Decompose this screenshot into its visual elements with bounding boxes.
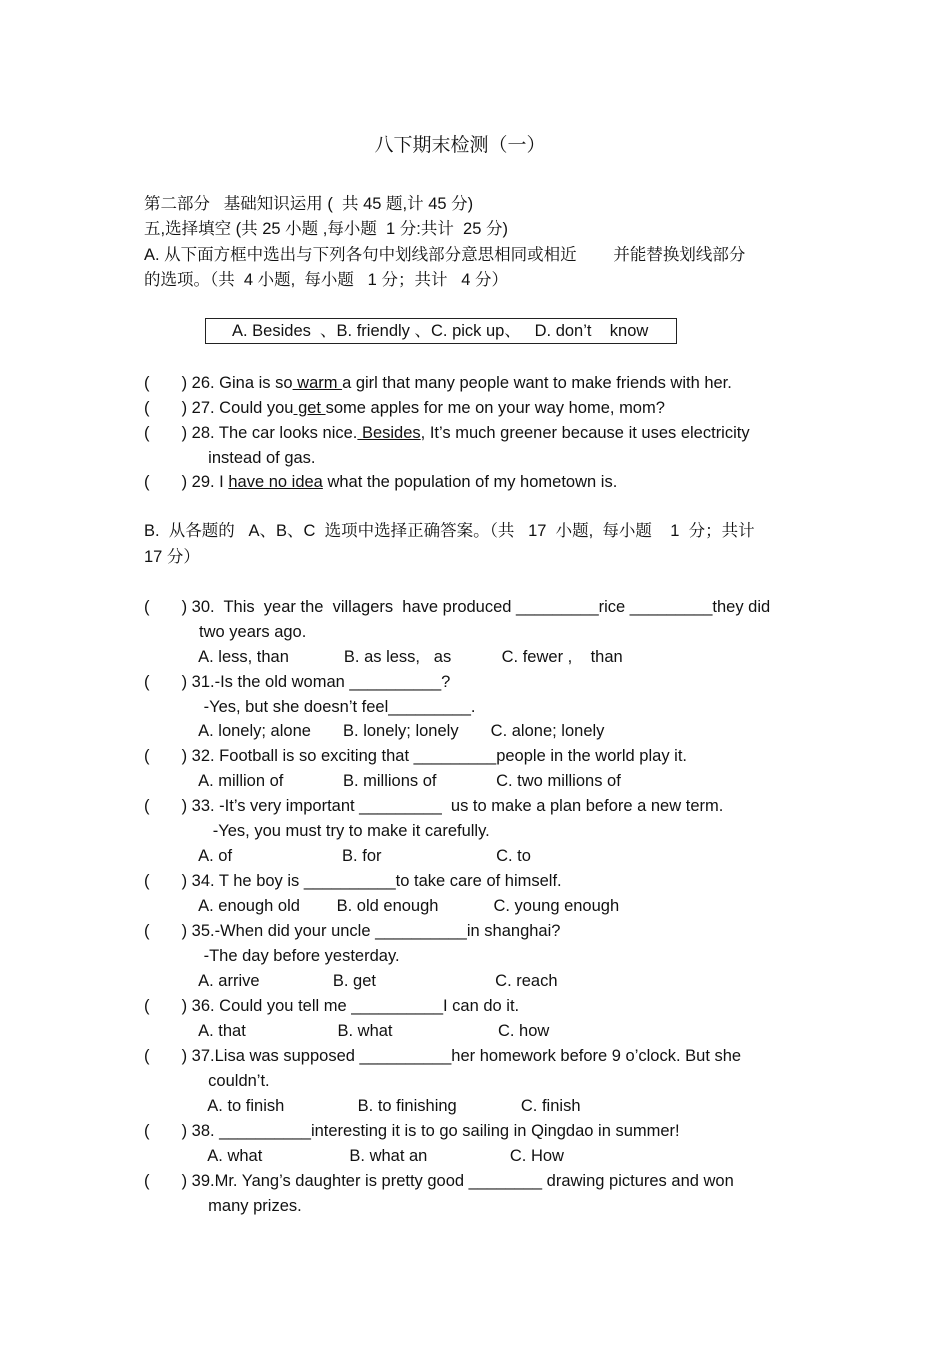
page-title: 八下期末检测（一） xyxy=(374,135,546,156)
options-text: A. Besides 、B. friendly 、C. pick up、 D. don’t know xyxy=(232,322,649,340)
question-line: A. what B. what an C. How xyxy=(144,1147,564,1165)
question-line xyxy=(144,472,617,492)
question-text: ( ) 29. I xyxy=(144,473,229,491)
question-line: A. lonely; alone B. lonely; lonely C. alone; lonely xyxy=(144,722,605,740)
part-heading: 第二部分 基础知识运用 ( 共 45 题,计 45 分) xyxy=(144,195,474,213)
question-line: many prizes. xyxy=(144,1197,302,1215)
instruction-b-line2: 17 分） xyxy=(144,548,200,566)
question-line: -The day before yesterday. xyxy=(144,947,400,965)
question-line: A. arrive B. get C. reach xyxy=(144,972,558,990)
question-line: ( ) 38. __________interesting it is to go sailing in Qingdao in summer! xyxy=(144,1122,680,1140)
question-line: -Yes, you must try to make it carefully. xyxy=(144,822,490,840)
question-line: ( ) 35.-When did your uncle __________in shanghai? xyxy=(144,922,561,940)
question-text: instead of gas. xyxy=(144,449,316,467)
section-heading: 五,选择填空 (共 25 小题 ,每小题 1 分:共计 25 分) xyxy=(144,220,508,238)
question-line xyxy=(144,373,732,393)
question-text: ( ) 28. The car looks nice. xyxy=(144,424,358,442)
instruction-a-line2: 的选项。（共 4 小题, 每小题 1 分；共计 4 分） xyxy=(144,271,508,289)
question-line xyxy=(144,448,316,468)
question-line: A. million of B. millions of C. two millions of xyxy=(144,772,621,790)
question-line xyxy=(144,398,665,418)
question-text: ( ) 27. Could you xyxy=(144,399,294,417)
underlined-phrase: have no idea xyxy=(228,473,323,491)
question-text: ( ) 26. Gina is so xyxy=(144,374,293,392)
question-line: A. that B. what C. how xyxy=(144,1022,550,1040)
options-box xyxy=(205,318,677,344)
question-line: ( ) 39.Mr. Yang’s daughter is pretty good ________ drawing pictures and won xyxy=(144,1172,734,1190)
question-line: A. to finish B. to finishing C. finish xyxy=(144,1097,581,1115)
question-line: ( ) 34. T he boy is __________to take care of himself. xyxy=(144,872,562,890)
question-line: A. less, than B. as less, as C. fewer , than xyxy=(144,648,623,666)
question-text: , It’s much greener because it uses electricity xyxy=(420,424,750,442)
question-line: -Yes, but she doesn’t feel_________. xyxy=(144,698,476,716)
underlined-phrase: warm xyxy=(292,374,343,392)
question-line xyxy=(144,423,750,443)
question-line: ( ) 33. -It’s very important _________ us to make a plan before a new term. xyxy=(144,797,724,815)
instruction-a-line1: A. 从下面方框中选出与下列各句中划线部分意思相同或相近 并能替换划线部分 xyxy=(144,246,746,264)
question-line: ( ) 37.Lisa was supposed __________her homework before 9 o’clock. But she xyxy=(144,1047,742,1065)
question-line: A. enough old B. old enough C. young enough xyxy=(144,897,620,915)
question-line: couldn’t. xyxy=(144,1072,270,1090)
underlined-phrase: get xyxy=(293,399,326,417)
question-line: ( ) 36. Could you tell me __________I can do it. xyxy=(144,997,520,1015)
question-line: A. of B. for C. to xyxy=(144,847,531,865)
question-line: ( ) 31.-Is the old woman __________? xyxy=(144,673,451,691)
underlined-phrase: Besides xyxy=(357,424,421,442)
question-line: ( ) 32. Football is so exciting that _________people in the world play it. xyxy=(144,747,687,765)
question-line: ( ) 30. This year the villagers have produced _________rice _________they did xyxy=(144,598,771,616)
question-text: what the population of my hometown is. xyxy=(322,473,618,491)
question-line: two years ago. xyxy=(144,623,307,641)
question-text: some apples for me on your way home, mom? xyxy=(325,399,665,417)
instruction-b-line1: B. 从各题的 A、B、C 选项中选择正确答案。（共 17 小题, 每小题 1 分；共计 xyxy=(144,522,755,540)
question-text: a girl that many people want to make friends with her. xyxy=(342,374,732,392)
